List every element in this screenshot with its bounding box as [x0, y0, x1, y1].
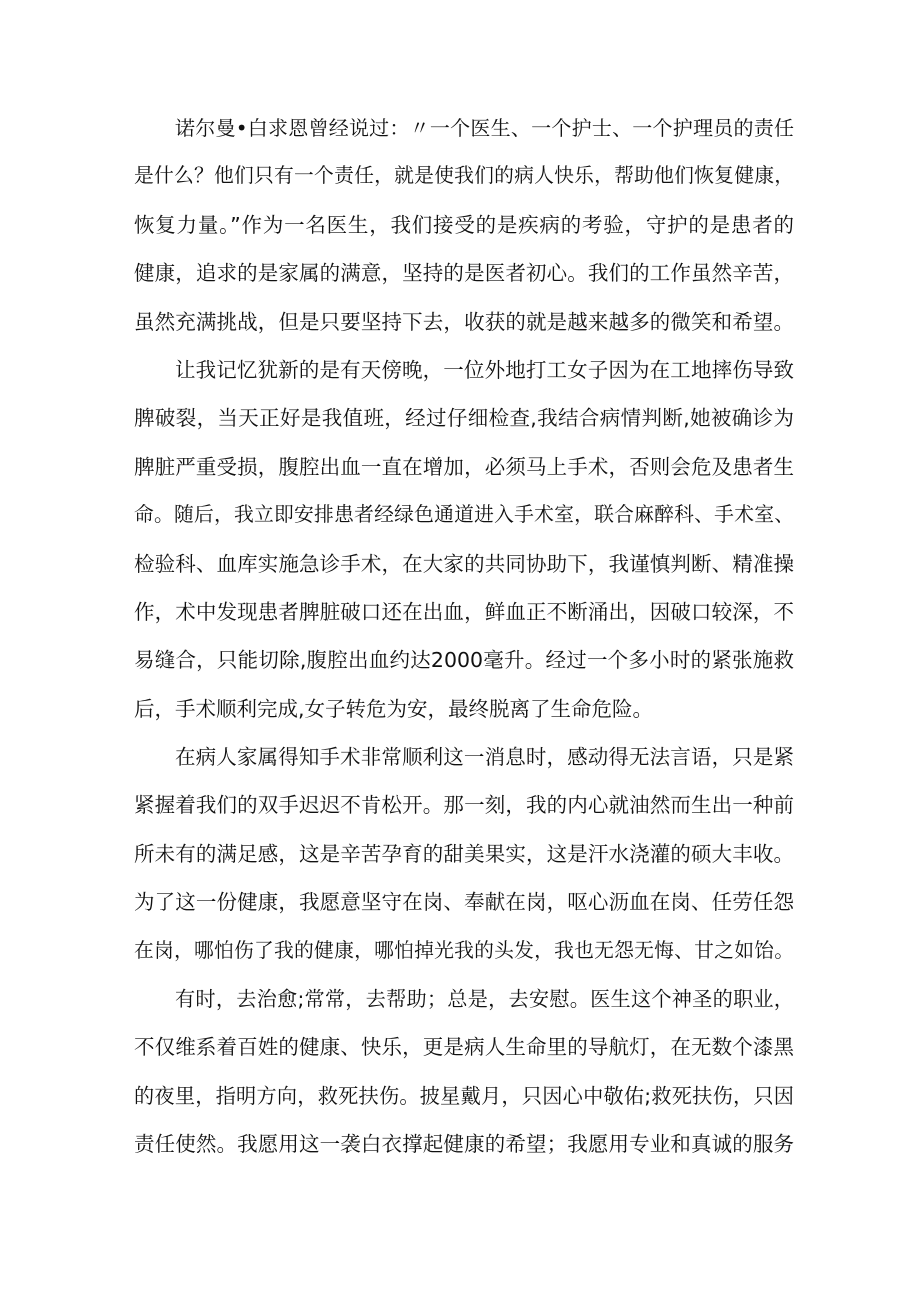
text-line: 在岗，哪怕伤了我的健康，哪怕掉光我的头发，我也无怨无悔、甘之如饴。 [134, 938, 794, 962]
paragraph-3 [134, 733, 794, 975]
text-line: 易缝合，只能切除,腹腔出血约达2000毫升。经过一个多小时的紧张施救 [134, 648, 794, 673]
text-line: 是什么？他们只有一个责任，就是使我们的病人快乐，帮助他们恢复健康， [134, 164, 794, 188]
text-line: 脾破裂，当天正好是我值班，经过仔细检查,我结合病情判断,她被确诊为 [134, 406, 794, 431]
text-line: 检验科、血库实施急诊手术，在大家的共同协助下，我谨慎判断、精准操 [134, 551, 794, 576]
text-line: 作，术中发现患者脾脏破口还在出血，鲜血正不断涌出，因破口较深，不 [134, 599, 794, 624]
text-line: 不仅维系着百姓的健康、快乐，更是病人生命里的导航灯，在无数个漆黑 [134, 1035, 794, 1060]
text-line: 的夜里，指明方向，救死扶伤。披星戴月，只因心中敬佑;救死扶伤，只因 [134, 1083, 794, 1108]
text-line: 健康，追求的是家属的满意，坚持的是医者初心。我们的工作虽然辛苦， [134, 261, 794, 286]
text-line: 后，手术顺利完成,女子转危为安，最终脱离了生命危险。 [134, 696, 654, 721]
paragraph-2 [134, 346, 794, 733]
text-line: 虽然充满挑战，但是只要坚持下去，收获的就是越来越多的微笑和希望。 [134, 309, 794, 334]
text-line: 让我记忆犹新的是有天傍晚，一位外地打工女子因为在工地摔伤导致 [175, 357, 794, 382]
text-line: 责任使然。我愿用这一袭白衣撑起健康的希望；我愿用专业和真诚的服务 [134, 1132, 794, 1157]
text-line: 恢复力量。”作为一名医生，我们接受的是疾病的考验，守护的是患者的 [134, 212, 794, 237]
paragraph-4 [134, 975, 794, 1169]
text-line: 在病人家属得知手术非常顺利这一消息时，感动得无法言语，只是紧 [175, 745, 794, 770]
text-line: 脾脏严重受损，腹腔出血一直在增加，必须马上手术，否则会危及患者生 [134, 454, 794, 479]
paragraph-1 [134, 104, 794, 346]
text-line: 为了这一份健康，我愿意坚守在岗、奉献在岗，呕心沥血在岗、任劳任怨 [134, 890, 794, 915]
text-line: 诺尔曼•白求恩曾经说过：〃一个医生、一个护士、一个护理员的责任 [175, 116, 794, 140]
text-line: 有时，去治愈;常常，去帮助；总是，去安慰。医生这个神圣的职业， [175, 987, 794, 1012]
text-line: 命。随后，我立即安排患者经绿色通道进入手术室，联合麻醉科、手术室、 [134, 503, 794, 527]
text-line: 紧握着我们的双手迟迟不肯松开。那一刻，我的内心就油然而生出一种前 [134, 793, 794, 818]
document-page [134, 104, 794, 1169]
text-line: 所未有的满足感，这是辛苦孕育的甜美果实，这是汗水浇灌的硕大丰收。 [134, 841, 794, 866]
